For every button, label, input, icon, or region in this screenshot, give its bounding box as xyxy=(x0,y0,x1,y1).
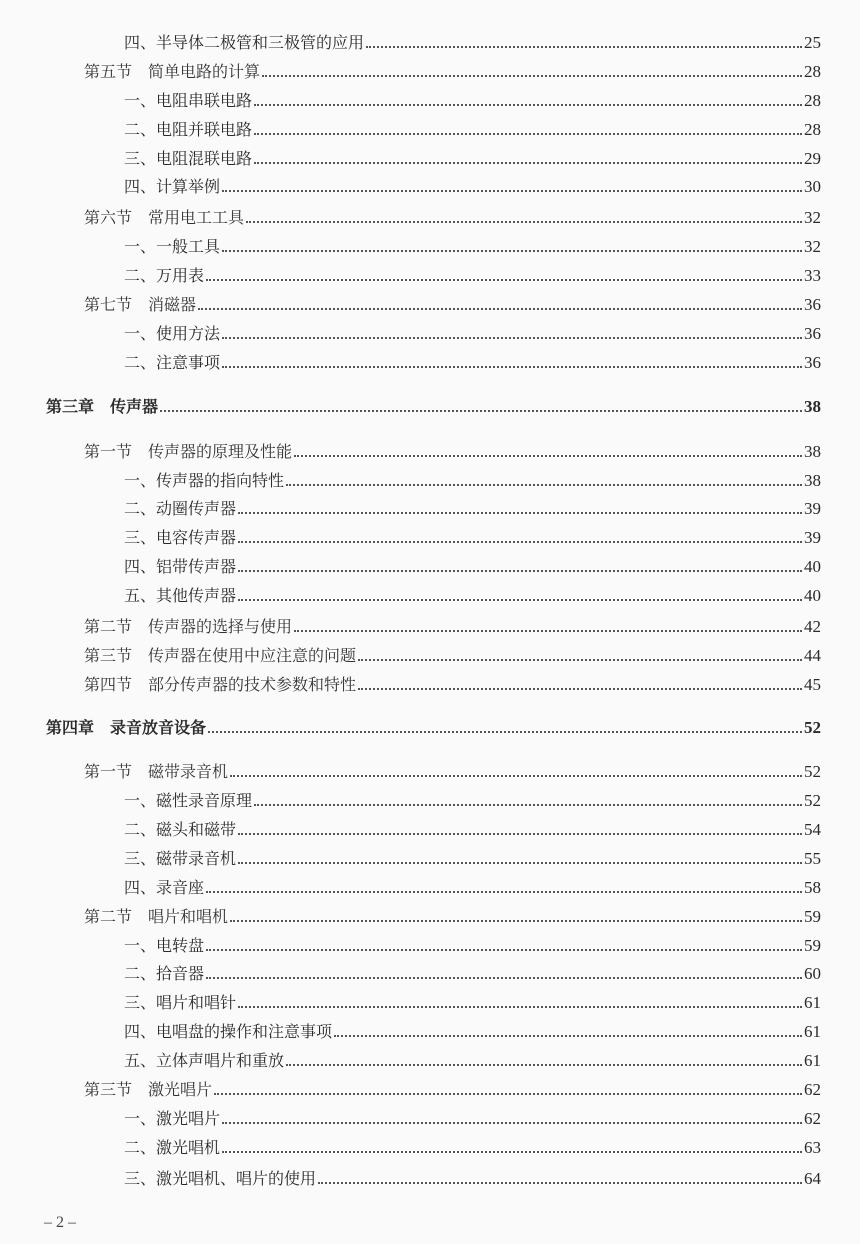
toc-entry-label: 第三节 xyxy=(84,1080,133,1099)
toc-entry-label: 二、 xyxy=(124,820,157,839)
toc-entry-title xyxy=(124,936,204,956)
dot-leader xyxy=(294,455,802,457)
toc-entry-text: 计算举例 xyxy=(156,177,221,196)
toc-page-number: 62 xyxy=(804,1109,821,1128)
toc-entry-text: 简单电路的计算 xyxy=(148,62,261,81)
dot-leader xyxy=(238,599,802,601)
toc-section-entry[interactable] xyxy=(0,611,860,637)
toc-item-entry[interactable] xyxy=(0,1016,860,1042)
toc-entry-label: 四、 xyxy=(124,177,157,196)
toc-entry-text: 使用方法 xyxy=(156,324,221,343)
toc-entry-title xyxy=(84,62,260,82)
toc-page-number: 42 xyxy=(804,617,821,636)
toc-item-entry[interactable] xyxy=(0,493,860,519)
toc-entry-title xyxy=(84,442,292,462)
toc-page-number: 54 xyxy=(804,820,821,839)
toc-page-number: 39 xyxy=(804,499,821,518)
toc-entry-title xyxy=(124,353,220,373)
toc-page-number: 45 xyxy=(804,675,821,694)
toc-entry-text: 一般工具 xyxy=(156,237,221,256)
toc-item-entry[interactable] xyxy=(0,85,860,111)
toc-entry-label: 第四节 xyxy=(84,675,133,694)
toc-entry-label: 五、 xyxy=(124,1051,157,1070)
toc-entry-label: 五、 xyxy=(124,586,157,605)
toc-entry-text: 常用电工工具 xyxy=(148,208,245,227)
toc-page-number: 38 xyxy=(804,471,821,490)
toc-section-entry[interactable] xyxy=(0,289,860,315)
toc-entry-title xyxy=(124,849,236,869)
toc-entry-text: 部分传声器的技术参数和特性 xyxy=(148,675,357,694)
toc-entry-label: 第七节 xyxy=(84,295,133,314)
toc-entry-text: 传声器的选择与使用 xyxy=(148,617,293,636)
toc-entry-title xyxy=(124,878,204,898)
dot-leader xyxy=(222,1122,802,1124)
toc-entry-label: 第二节 xyxy=(84,907,133,926)
toc-page-number: 28 xyxy=(804,91,821,110)
toc-entry-text: 录音放音设备 xyxy=(110,718,207,737)
toc-page-number: 38 xyxy=(804,397,821,416)
toc-entry-text: 唱片和唱机 xyxy=(148,907,229,926)
toc-entry-title xyxy=(84,907,228,927)
toc-entry-label: 第二节 xyxy=(84,617,133,636)
dot-leader xyxy=(238,833,802,835)
toc-entry-title xyxy=(124,177,220,197)
toc-entry-label: 二、 xyxy=(124,1138,157,1157)
toc-page-number: 25 xyxy=(804,33,821,52)
toc-entry-title xyxy=(124,1022,332,1042)
toc-entry-text: 电阻并联电路 xyxy=(156,120,253,139)
toc-item-entry[interactable] xyxy=(0,930,860,956)
toc-entry-label: 二、 xyxy=(124,266,157,285)
toc-entry-label: 第五节 xyxy=(84,62,133,81)
toc-item-entry[interactable] xyxy=(0,1103,860,1129)
toc-entry-label: 一、 xyxy=(124,324,157,343)
toc-page-number: 62 xyxy=(804,1080,821,1099)
toc-item-entry[interactable] xyxy=(0,958,860,984)
toc-entry-text: 激光唱片 xyxy=(148,1080,213,1099)
toc-page-number: 32 xyxy=(804,237,821,256)
toc-entry-text: 录音座 xyxy=(156,878,205,897)
toc-entry-label: 三、 xyxy=(124,993,157,1012)
dot-leader xyxy=(246,221,802,223)
toc-page-number: 30 xyxy=(804,177,821,196)
toc-entry-title xyxy=(124,1109,220,1129)
toc-entry-title xyxy=(124,1138,220,1158)
toc-entry-text: 半导体二极管和三极管的应用 xyxy=(156,33,365,52)
toc-page-number: 36 xyxy=(804,295,821,314)
toc-entry-title xyxy=(124,586,236,606)
toc-entry-text: 电容传声器 xyxy=(156,528,237,547)
toc-section-entry[interactable] xyxy=(0,756,860,782)
dot-leader xyxy=(366,46,802,48)
toc-section-entry[interactable] xyxy=(0,640,860,666)
toc-entry-text: 铝带传声器 xyxy=(156,557,237,576)
toc-entry-text: 传声器的原理及性能 xyxy=(148,442,293,461)
dot-leader xyxy=(286,484,802,486)
toc-page-number: 61 xyxy=(804,1022,821,1041)
toc-section-entry[interactable] xyxy=(0,202,860,228)
dot-leader xyxy=(262,75,802,77)
toc-page-number: 63 xyxy=(804,1138,821,1157)
toc-entry-text: 激光唱片 xyxy=(156,1109,221,1128)
toc-entry-text: 激光唱机 xyxy=(156,1138,221,1157)
toc-entry-label: 三、 xyxy=(124,1169,157,1188)
toc-entry-title xyxy=(84,762,228,782)
toc-entry-title xyxy=(124,266,204,286)
toc-page-number: 59 xyxy=(804,907,821,926)
toc-entry-text: 磁带录音机 xyxy=(156,849,237,868)
toc-entry-label: 第一节 xyxy=(84,442,133,461)
toc-entry-text: 注意事项 xyxy=(156,353,221,372)
toc-item-entry[interactable] xyxy=(0,872,860,898)
toc-page-number: 60 xyxy=(804,964,821,983)
toc-page-number: 32 xyxy=(804,208,821,227)
toc-section-entry[interactable] xyxy=(0,56,860,82)
toc-page-number: 40 xyxy=(804,557,821,576)
toc-page-number: 38 xyxy=(804,442,821,461)
toc-entry-label: 四、 xyxy=(124,878,157,897)
toc-entry-title xyxy=(124,324,220,344)
toc-entry-text: 拾音器 xyxy=(156,964,205,983)
toc-entry-label: 一、 xyxy=(124,936,157,955)
toc-entry-title xyxy=(84,617,292,637)
dot-leader xyxy=(238,1006,802,1008)
toc-page-number: 52 xyxy=(804,762,821,781)
toc-entry-label: 四、 xyxy=(124,1022,157,1041)
toc-item-entry[interactable] xyxy=(0,785,860,811)
toc-entry-title xyxy=(124,149,252,169)
toc-item-entry[interactable] xyxy=(0,987,860,1013)
dot-leader xyxy=(254,104,802,106)
toc-entry-title xyxy=(84,295,196,315)
toc-entry-text: 激光唱机、唱片的使用 xyxy=(156,1169,317,1188)
dot-leader xyxy=(222,337,802,339)
toc-section-entry[interactable] xyxy=(0,1074,860,1100)
toc-chapter-entry[interactable] xyxy=(0,391,860,417)
toc-item-entry[interactable] xyxy=(0,231,860,257)
toc-entry-label: 二、 xyxy=(124,499,157,518)
toc-entry-text: 电阻混联电路 xyxy=(156,149,253,168)
toc-entry-text: 动圈传声器 xyxy=(156,499,237,518)
dot-leader xyxy=(208,731,802,733)
dot-leader xyxy=(358,659,802,661)
dot-leader xyxy=(160,410,802,412)
toc-entry-title xyxy=(84,675,356,695)
toc-entry-text: 电转盘 xyxy=(156,936,205,955)
dot-leader xyxy=(222,250,802,252)
toc-entry-label: 二、 xyxy=(124,353,157,372)
toc-chapter-entry[interactable] xyxy=(0,712,860,738)
toc-item-entry[interactable] xyxy=(0,522,860,548)
toc-page-number: 40 xyxy=(804,586,821,605)
dot-leader xyxy=(206,279,802,281)
toc-entry-label: 第三节 xyxy=(84,646,133,665)
toc-entry-title xyxy=(124,964,204,984)
toc-entry-title xyxy=(124,499,236,519)
toc-item-entry[interactable] xyxy=(0,465,860,491)
toc-entry-label: 二、 xyxy=(124,120,157,139)
toc-page-number: 52 xyxy=(804,718,821,737)
toc-item-entry[interactable] xyxy=(0,347,860,373)
dot-leader xyxy=(230,775,802,777)
toc-item-entry[interactable] xyxy=(0,171,860,197)
toc-entry-text: 电阻串联电路 xyxy=(156,91,253,110)
toc-page-number: 52 xyxy=(804,791,821,810)
toc-entry-text: 消磁器 xyxy=(148,295,197,314)
toc-entry-label: 第三章 xyxy=(46,397,95,416)
toc-page-number: 39 xyxy=(804,528,821,547)
toc-item-entry[interactable] xyxy=(0,1163,860,1189)
toc-entry-label: 三、 xyxy=(124,528,157,547)
toc-entry-title xyxy=(124,471,284,491)
dot-leader xyxy=(254,162,802,164)
toc-entry-title xyxy=(124,237,220,257)
toc-item-entry[interactable] xyxy=(0,1132,860,1158)
dot-leader xyxy=(222,190,802,192)
toc-entry-text: 传声器 xyxy=(110,397,159,416)
toc-entry-title xyxy=(124,557,236,577)
toc-entry-title xyxy=(124,1051,284,1071)
toc-item-entry[interactable] xyxy=(0,318,860,344)
toc-page-number: 36 xyxy=(804,324,821,343)
toc-entry-label: 第一节 xyxy=(84,762,133,781)
toc-entry-label: 一、 xyxy=(124,471,157,490)
toc-entry-text: 传声器在使用中应注意的问题 xyxy=(148,646,357,665)
toc-entry-label: 第六节 xyxy=(84,208,133,227)
toc-entry-title xyxy=(124,528,236,548)
toc-entry-label: 一、 xyxy=(124,237,157,256)
toc-page-number: 55 xyxy=(804,849,821,868)
toc-item-entry[interactable] xyxy=(0,551,860,577)
toc-entry-text: 磁性录音原理 xyxy=(156,791,253,810)
toc-item-entry[interactable] xyxy=(0,114,860,140)
toc-page-number: 28 xyxy=(804,120,821,139)
toc-entry-title xyxy=(84,646,356,666)
toc-entry-text: 万用表 xyxy=(156,266,205,285)
toc-entry-text: 电唱盘的操作和注意事项 xyxy=(156,1022,333,1041)
toc-entry-title xyxy=(84,1080,212,1100)
dot-leader xyxy=(286,1064,802,1066)
toc-page-number: 61 xyxy=(804,993,821,1012)
toc-page-number: 59 xyxy=(804,936,821,955)
toc-entry-title xyxy=(124,120,252,140)
toc-page-number: 29 xyxy=(804,149,821,168)
toc-section-entry[interactable] xyxy=(0,436,860,462)
toc-page-number: 64 xyxy=(804,1169,821,1188)
toc-item-entry[interactable] xyxy=(0,580,860,606)
toc-page-number: 44 xyxy=(804,646,821,665)
dot-leader xyxy=(294,630,802,632)
toc-entry-title xyxy=(124,820,236,840)
toc-entry-label: 三、 xyxy=(124,149,157,168)
dot-leader xyxy=(206,949,802,951)
toc-page-number: 28 xyxy=(804,62,821,81)
toc-entry-label: 一、 xyxy=(124,1109,157,1128)
dot-leader xyxy=(206,977,802,979)
toc-entry-text: 其他传声器 xyxy=(156,586,237,605)
dot-leader xyxy=(238,512,802,514)
dot-leader xyxy=(222,1151,802,1153)
toc-entry-title xyxy=(124,1169,316,1189)
toc-page-number: 61 xyxy=(804,1051,821,1070)
page-number-footer: – 2 – xyxy=(44,1214,76,1231)
toc-section-entry[interactable] xyxy=(0,901,860,927)
toc-entry-title xyxy=(124,33,364,53)
dot-leader xyxy=(358,688,802,690)
dot-leader xyxy=(254,804,802,806)
toc-entry-title xyxy=(46,718,206,738)
toc-entry-label: 一、 xyxy=(124,791,157,810)
toc-entry-label: 四、 xyxy=(124,557,157,576)
toc-item-entry[interactable] xyxy=(0,1045,860,1071)
toc-entry-label: 二、 xyxy=(124,964,157,983)
toc-section-entry[interactable] xyxy=(0,669,860,695)
toc-entry-label: 一、 xyxy=(124,91,157,110)
toc-entry-text: 传声器的指向特性 xyxy=(156,471,285,490)
dot-leader xyxy=(238,862,802,864)
toc-page-number: 33 xyxy=(804,266,821,285)
dot-leader xyxy=(318,1182,802,1184)
dot-leader xyxy=(334,1035,802,1037)
toc-page-number: 36 xyxy=(804,353,821,372)
toc-page-number: 58 xyxy=(804,878,821,897)
toc-item-entry[interactable] xyxy=(0,814,860,840)
toc-entry-title xyxy=(124,791,252,811)
toc-entry-text: 立体声唱片和重放 xyxy=(156,1051,285,1070)
dot-leader xyxy=(222,366,802,368)
dot-leader xyxy=(238,570,802,572)
toc-item-entry[interactable] xyxy=(0,143,860,169)
dot-leader xyxy=(206,891,802,893)
dot-leader xyxy=(230,920,802,922)
toc-entry-title xyxy=(46,397,158,417)
toc-entry-label: 四、 xyxy=(124,33,157,52)
toc-entry-text: 唱片和唱针 xyxy=(156,993,237,1012)
dot-leader xyxy=(238,541,802,543)
toc-entry-title xyxy=(124,91,252,111)
toc-entry-label: 第四章 xyxy=(46,718,95,737)
dot-leader xyxy=(214,1093,802,1095)
dot-leader xyxy=(198,308,802,310)
toc-entry-text: 磁头和磁带 xyxy=(156,820,237,839)
toc-entry-title xyxy=(124,993,236,1013)
dot-leader xyxy=(254,133,802,135)
toc-entry-text: 磁带录音机 xyxy=(148,762,229,781)
toc-entry-title xyxy=(84,208,244,228)
toc-entry-label: 三、 xyxy=(124,849,157,868)
toc-item-entry[interactable] xyxy=(0,260,860,286)
toc-item-entry[interactable] xyxy=(0,27,860,53)
toc-item-entry[interactable] xyxy=(0,843,860,869)
